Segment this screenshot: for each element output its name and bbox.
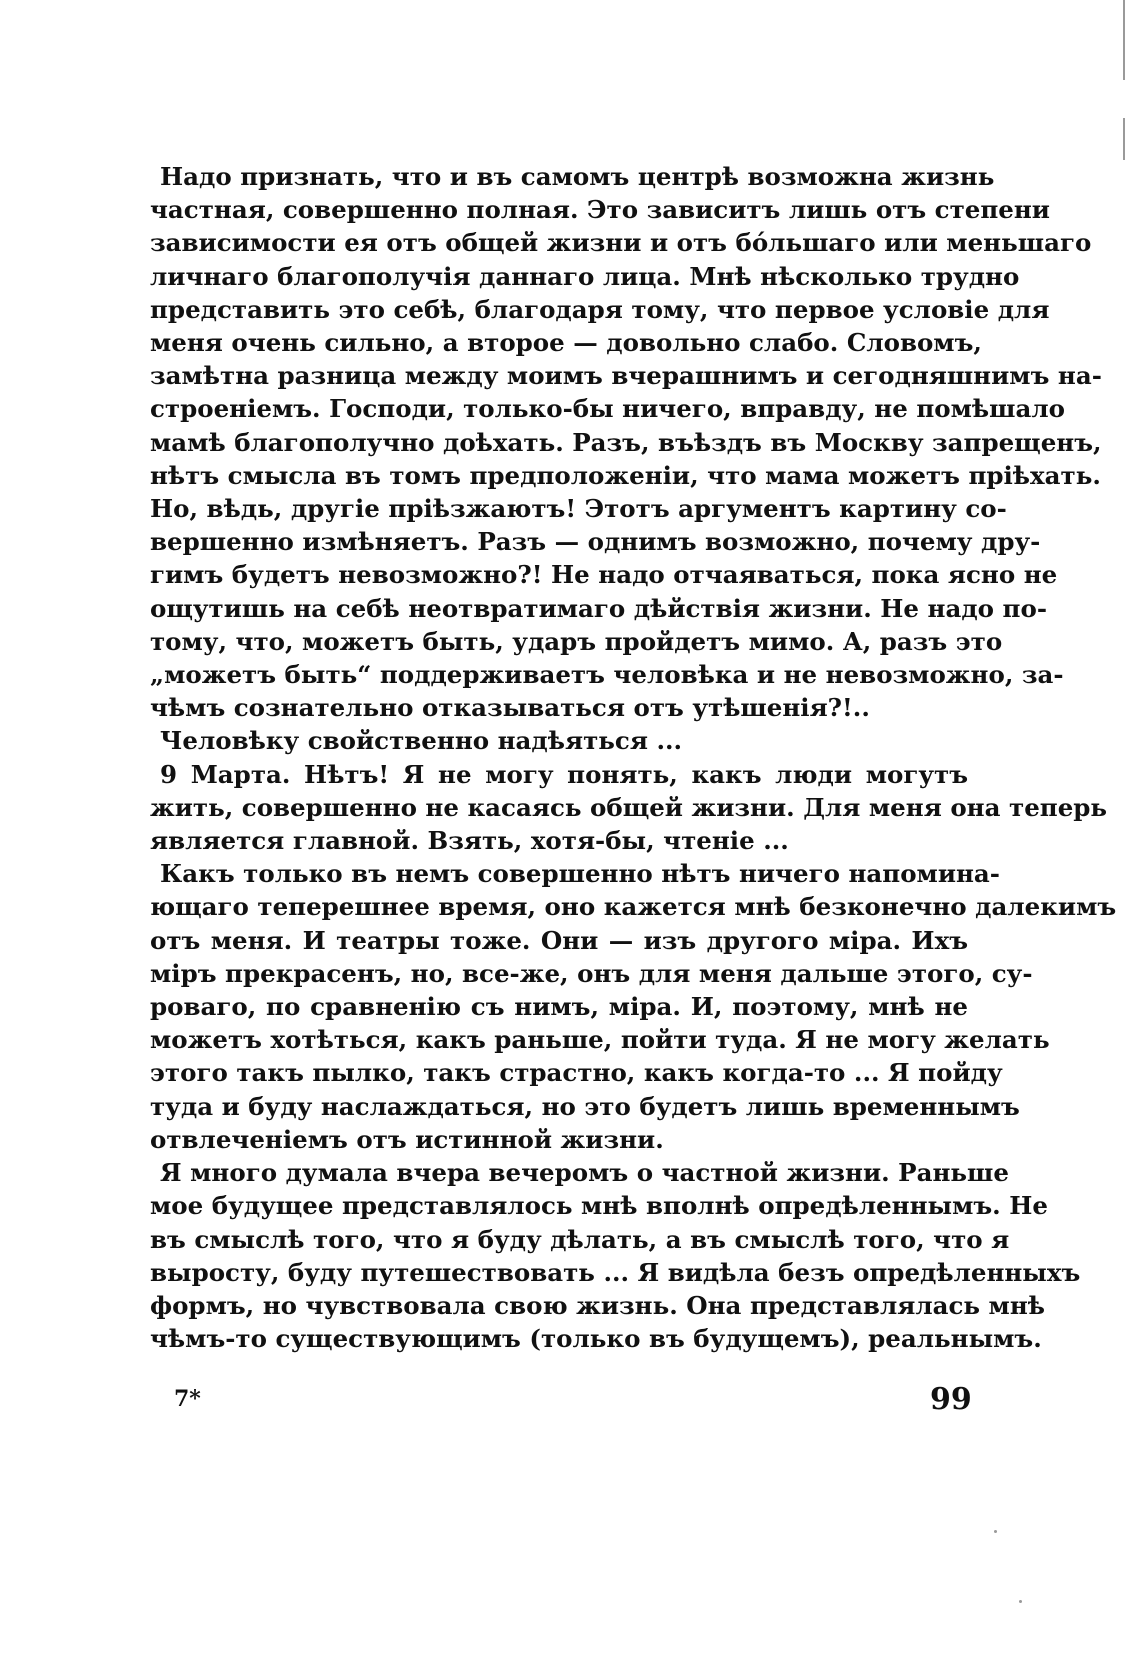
text-line: 9 Марта. Нѣтъ! Я не могу понять, какъ люди могутъ xyxy=(160,759,968,789)
text-line: выросту, буду путешествовать ... Я видѣла безъ опредѣленныхъ xyxy=(150,1257,1081,1287)
text-line: меня очень сильно, а второе — довольно слабо. Словомъ, xyxy=(150,328,982,358)
page-number: 99 xyxy=(930,1382,972,1417)
text-line: тому, что, можетъ быть, ударъ пройдетъ мимо. А, разъ это xyxy=(150,626,1003,656)
text-line: чѣмъ сознательно отказываться отъ утѣшенія?!.. xyxy=(150,693,870,723)
scan-edge-mark xyxy=(1123,0,1125,80)
text-line: Человѣку свойственно надѣяться ... xyxy=(160,726,683,756)
signature-mark: 7* xyxy=(174,1386,201,1412)
text-line: Но, вѣдь, другіе пріѣзжаютъ! Этотъ аргументъ картину со- xyxy=(150,494,1007,524)
page-text xyxy=(150,160,1117,1355)
text-line: мое будущее представлялось мнѣ вполнѣ опредѣленнымъ. Не xyxy=(150,1191,1048,1221)
text-line: отвлеченіемъ отъ истинной жизни. xyxy=(150,1124,664,1154)
text-line: можетъ хотѣться, какъ раньше, пойти туда. Я не могу желать xyxy=(150,1025,1050,1055)
text-line: нѣтъ смысла въ томъ предположеніи, что мама можетъ пріѣхать. xyxy=(150,460,1101,490)
text-line: формъ, но чувствовала свою жизнь. Она представлялась мнѣ xyxy=(150,1290,1045,1320)
text-line: ющаго теперешнее время, оно кажется мнѣ безконечно далекимъ xyxy=(150,892,1117,922)
text-line: мамѣ благополучно доѣхать. Разъ, въѣздъ въ Москву запрещенъ, xyxy=(150,427,1102,457)
scan-speck xyxy=(994,1530,997,1533)
text-line: строеніемъ. Господи, только-бы ничего, вправду, не помѣшало xyxy=(150,394,1065,424)
text-line: ощутишь на себѣ неотвратимаго дѣйствія жизни. Не надо по- xyxy=(150,593,1047,623)
scan-edge-mark xyxy=(1123,118,1125,160)
paragraph xyxy=(150,758,1108,858)
text-line: въ смыслѣ того, что я буду дѣлать, а въ смыслѣ того, что я xyxy=(150,1224,1010,1254)
text-line: Я много думала вчера вечеромъ о частной жизни. Раньше xyxy=(160,1158,1009,1188)
text-line: міръ прекрасенъ, но, все-же, онъ для меня дальше этого, су- xyxy=(150,958,1033,988)
text-line: Надо признать, что и въ самомъ центрѣ возможна жизнь xyxy=(160,162,995,191)
paragraph xyxy=(150,857,1117,1156)
text-line: замѣтна разница между моимъ вчерашнимъ и сегодняшнимъ на- xyxy=(150,361,1102,391)
text-line: личнаго благополучія даннаго лица. Мнѣ нѣсколько трудно xyxy=(150,261,1020,291)
text-line: представить это себѣ, благодаря тому, что первое условіе для xyxy=(150,294,1050,324)
text-line: туда и буду наслаждаться, но это будетъ лишь временнымъ xyxy=(150,1091,1020,1121)
paragraph xyxy=(150,160,1102,724)
text-line: чѣмъ-то существующимъ (только въ будущемъ), реальнымъ. xyxy=(150,1324,1042,1354)
paragraph xyxy=(150,1156,1081,1355)
text-line: частная, совершенно полная. Это зависитъ лишь отъ степени xyxy=(150,195,1050,225)
text-line: „можетъ быть“ поддерживаетъ человѣка и не невозможно, за- xyxy=(150,660,1064,690)
text-line: отъ меня. И театры тоже. Они — изъ другого міра. Ихъ xyxy=(150,925,968,955)
text-line: является главной. Взять, хотя-бы, чтеніе ... xyxy=(150,826,789,856)
text-line: жить, совершенно не касаясь общей жизни. Для меня она теперь xyxy=(150,792,1108,822)
paragraph xyxy=(150,724,968,757)
text-line: Какъ только въ немъ совершенно нѣтъ ничего напомина- xyxy=(160,859,1000,889)
text-line: этого такъ пылко, такъ страстно, какъ когда-то ... Я пойду xyxy=(150,1058,1003,1088)
text-line: гимъ будетъ невозможно?! Не надо отчаяваться, пока ясно не xyxy=(150,560,1058,590)
scan-speck xyxy=(1019,1600,1022,1603)
text-line: вершенно измѣняетъ. Разъ — однимъ возможно, почему дру- xyxy=(150,527,1041,557)
text-line: роваго, по сравненію съ нимъ, міра. И, поэтому, мнѣ не xyxy=(150,992,968,1022)
text-line: зависимости ея отъ общей жизни и отъ бо́льшаго или меньшаго xyxy=(150,228,1092,258)
